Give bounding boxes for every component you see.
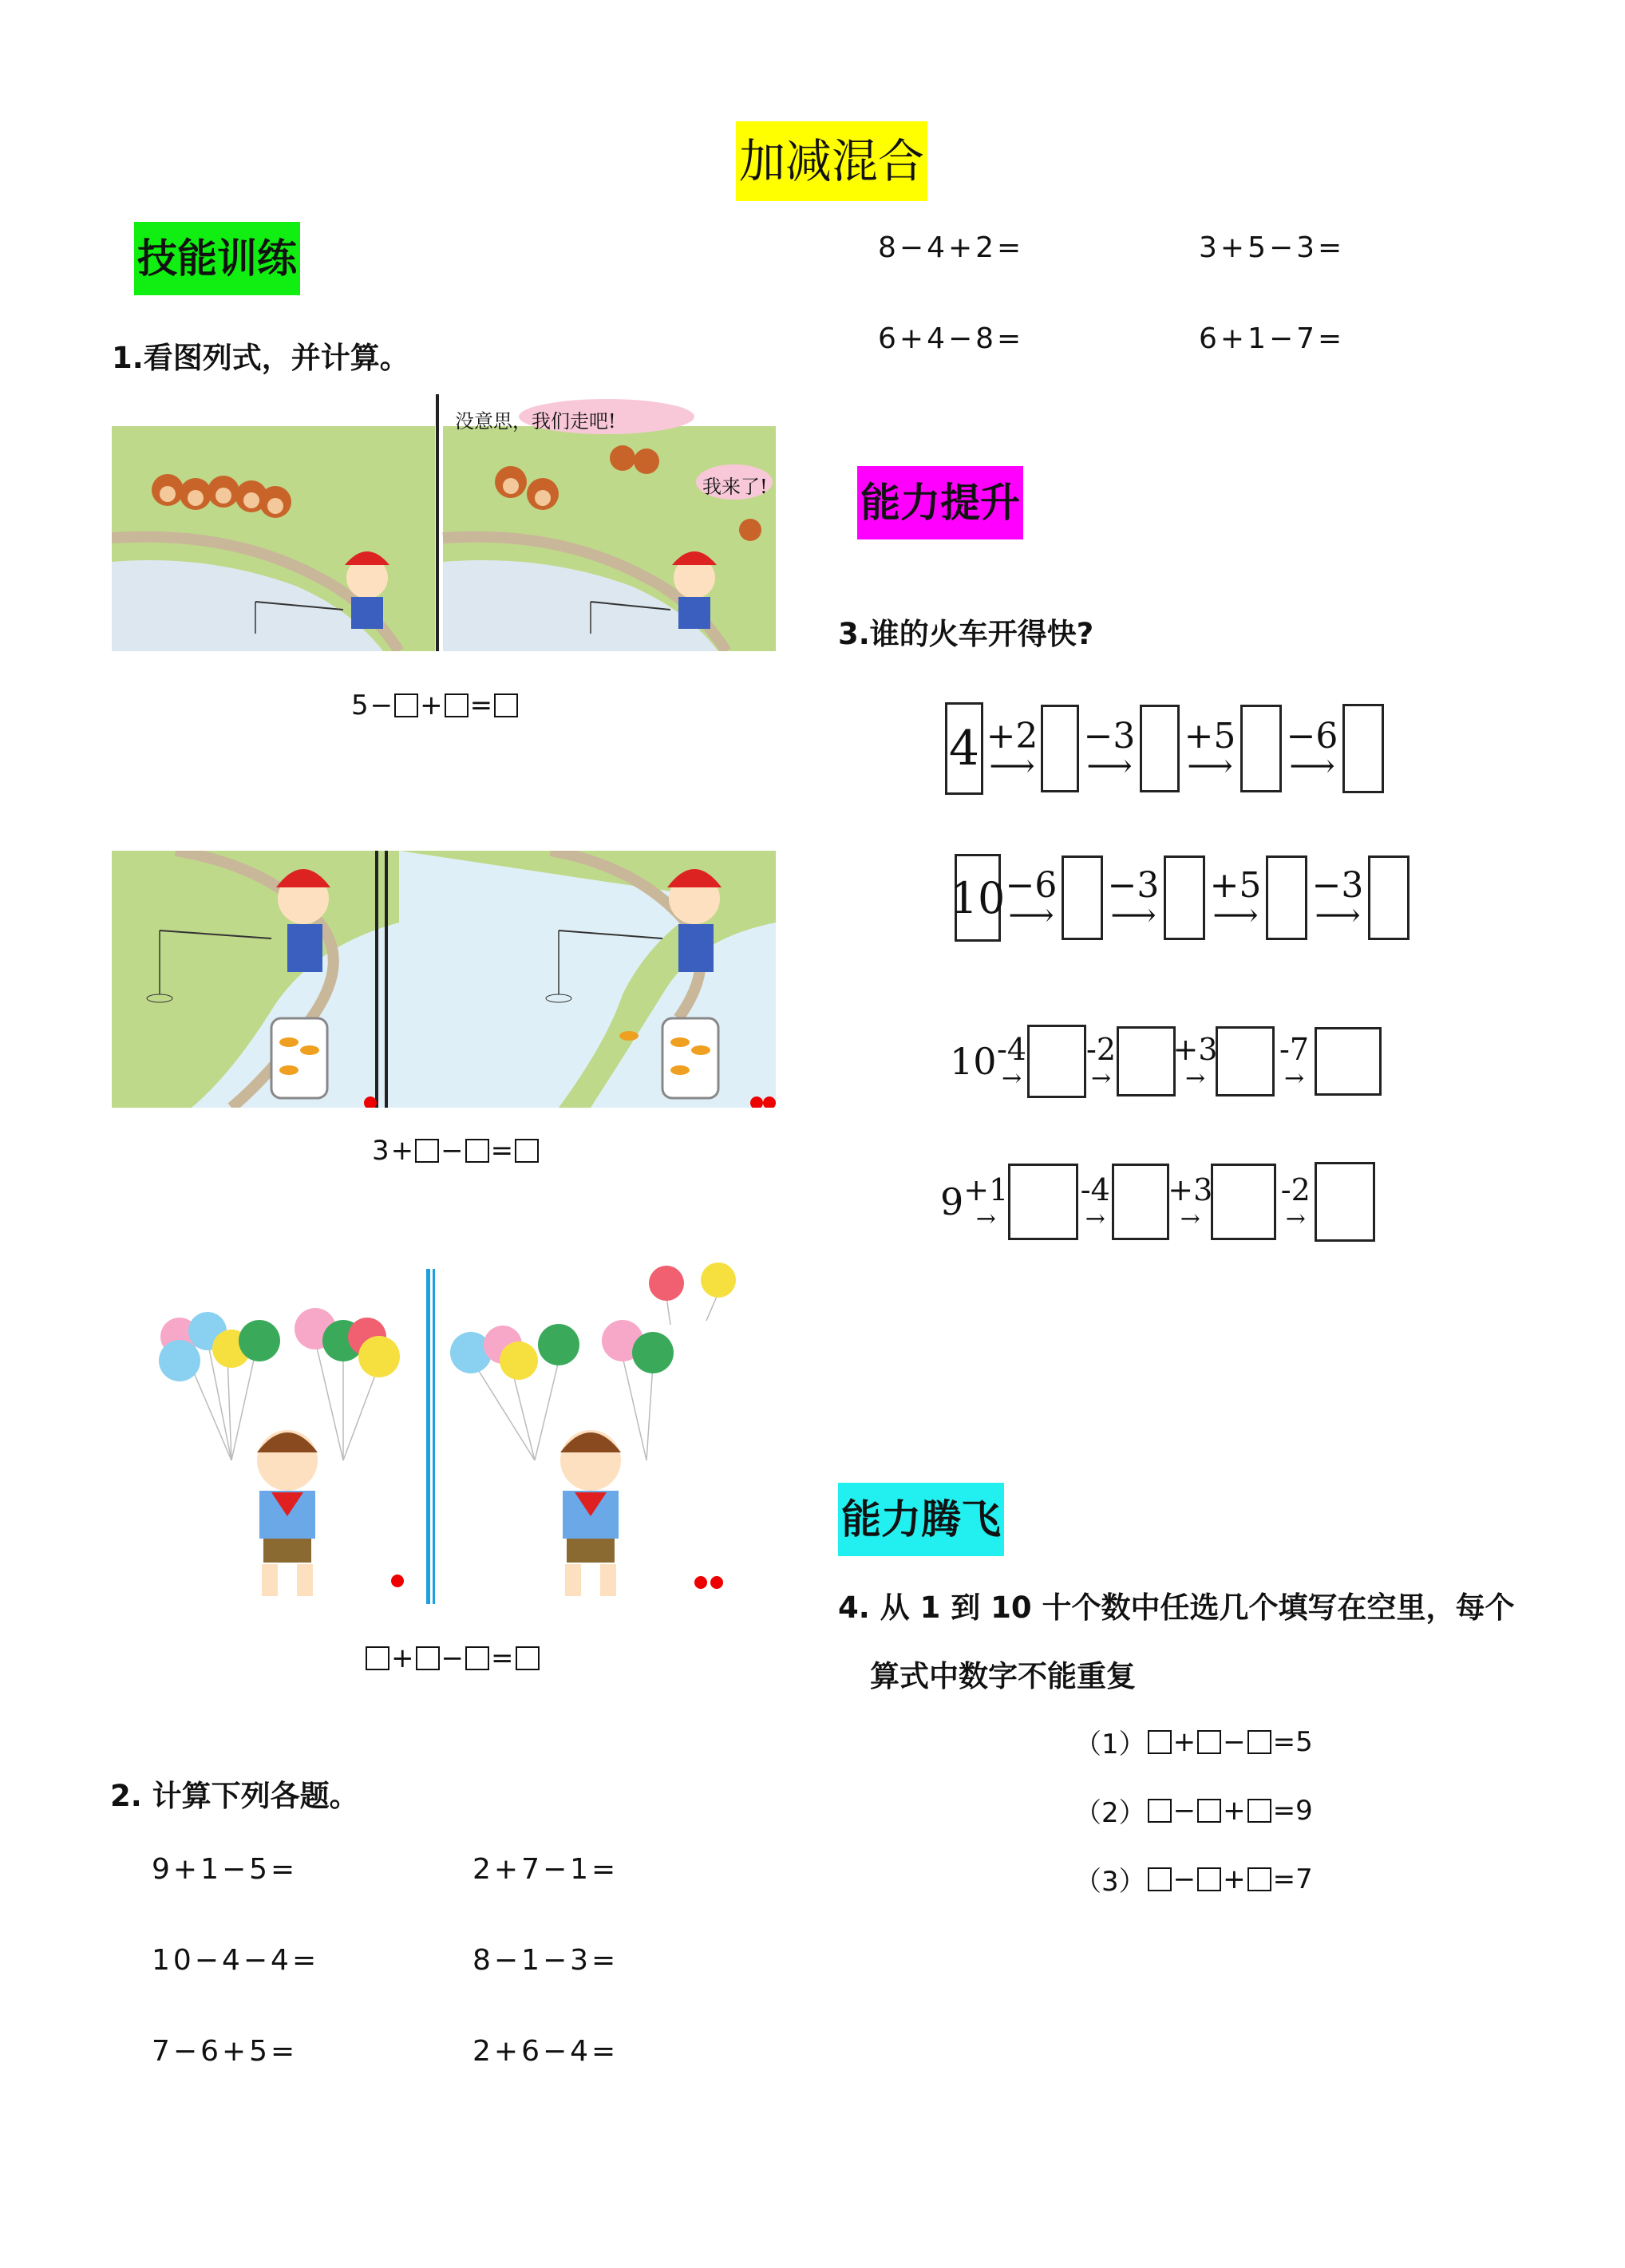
train-answer-box[interactable]: [1240, 705, 1282, 792]
train-answer-box[interactable]: [1211, 1164, 1276, 1240]
answer-box[interactable]: [465, 1139, 489, 1163]
red-dot: [710, 1576, 723, 1589]
red-dot: [364, 1096, 377, 1108]
arrow-icon: →: [975, 1205, 996, 1233]
question-4-label: 4. 从 1 到 10 十个数中任选几个填写在空里，每个: [838, 1590, 1515, 1625]
calc-item: 6+4−8=: [878, 322, 1025, 355]
arrow-icon: ⟶: [1289, 748, 1335, 784]
answer-box[interactable]: [1247, 1867, 1271, 1891]
balloon-boy-illustration: [136, 1261, 758, 1612]
equation-1-start: 5: [351, 689, 369, 721]
section-skill-training: 技能训练: [134, 222, 300, 295]
arrow-icon: ⟶: [1110, 897, 1156, 934]
train-row-4: [940, 1162, 1375, 1242]
train-answer-box[interactable]: [1117, 1026, 1176, 1096]
calc-item: 3+5−3=: [1199, 231, 1346, 264]
arrow-icon: ⟶: [1187, 748, 1233, 784]
equation-1: [351, 689, 518, 721]
arrow-icon: →: [1180, 1205, 1200, 1233]
answer-box[interactable]: [494, 693, 518, 717]
item-number: （1）: [1074, 1729, 1146, 1760]
train-op: -2: [1280, 1172, 1311, 1207]
train-answer-box[interactable]: [1216, 1026, 1275, 1096]
answer-box[interactable]: [465, 1646, 489, 1670]
train-answer-box[interactable]: [1368, 855, 1410, 940]
train-op: −3: [1083, 716, 1136, 757]
train-op: +1: [963, 1172, 1009, 1207]
speech-bubble-leave: 没意思，我们走吧!: [455, 410, 616, 433]
equation-2-start: 3: [372, 1135, 389, 1167]
answer-box[interactable]: [416, 1646, 440, 1670]
equation-operator: −: [1172, 1794, 1196, 1827]
train-row-2: [950, 854, 1410, 942]
question-2-label: 2. 计算下列各题。: [110, 1779, 359, 1813]
train-answer-box[interactable]: [1008, 1164, 1078, 1240]
train-row-3: [950, 1025, 1382, 1098]
train-answer-box[interactable]: [1315, 1027, 1382, 1096]
train-answer-box[interactable]: [1112, 1164, 1169, 1240]
answer-box[interactable]: [1247, 1799, 1271, 1823]
question-4-label-line2: 算式中数字不能重复: [870, 1659, 1136, 1693]
speech-bubble-coming: 我来了!: [702, 476, 768, 498]
calc-item: 7−6+5=: [152, 2035, 299, 2068]
answer-box[interactable]: [415, 1139, 439, 1163]
calc-item: 8−1−3=: [472, 1944, 619, 1977]
train-op: -7: [1279, 1032, 1310, 1067]
train-op: +3: [1168, 1172, 1213, 1207]
answer-box[interactable]: [516, 1646, 540, 1670]
equation-operator: −: [1223, 1725, 1246, 1758]
arrow-icon: →: [1090, 1065, 1112, 1093]
equation-result: =5: [1272, 1725, 1313, 1758]
answer-box[interactable]: [394, 693, 418, 717]
equation-3-op3: =: [491, 1642, 514, 1674]
train-answer-box[interactable]: [1315, 1162, 1375, 1242]
arrow-icon: ⟶: [1315, 897, 1361, 934]
fill-equation-3: [1074, 1859, 1313, 1899]
red-dot: [763, 1096, 776, 1108]
equation-operator: +: [1172, 1725, 1196, 1758]
equation-2-op3: =: [490, 1135, 514, 1167]
equation-1-op3: =: [469, 689, 493, 721]
answer-box[interactable]: [1247, 1730, 1271, 1754]
train-answer-box[interactable]: [1062, 855, 1103, 940]
train-op: -4: [1080, 1172, 1110, 1207]
train-answer-box[interactable]: [1266, 855, 1307, 940]
train-op: -4: [997, 1032, 1027, 1067]
train-op: +2: [986, 716, 1038, 757]
arrow-icon: ⟶: [1212, 897, 1259, 934]
equation-2-op1: +: [390, 1135, 414, 1167]
arrow-icon: ⟶: [1086, 748, 1133, 784]
equation-operator: −: [1172, 1863, 1196, 1895]
arrow-icon: →: [1085, 1205, 1105, 1233]
train-answer-box[interactable]: [1164, 855, 1205, 940]
answer-box[interactable]: [1148, 1730, 1172, 1754]
train-op: −3: [1311, 865, 1364, 906]
question-1-label: 1.看图列式，并计算。: [112, 341, 409, 375]
train-op: -2: [1086, 1032, 1117, 1067]
train-answer-box[interactable]: [1342, 704, 1384, 793]
equation-3: [366, 1642, 540, 1674]
answer-box[interactable]: [366, 1646, 389, 1670]
page-title: 加减混合: [736, 121, 927, 201]
calc-item: 2+7−1=: [472, 1853, 619, 1886]
calc-item: 6+1−7=: [1199, 322, 1346, 355]
train-answer-box[interactable]: [1027, 1025, 1086, 1098]
section-ability-improve: 能力提升: [857, 466, 1023, 539]
fill-equation-1: [1074, 1722, 1313, 1761]
fill-equation-2: [1074, 1791, 1313, 1830]
equation-3-op1: +: [391, 1642, 414, 1674]
train-start-number: 10: [950, 1040, 997, 1083]
answer-box[interactable]: [1197, 1730, 1221, 1754]
item-number: （2）: [1074, 1797, 1146, 1829]
equation-2: [372, 1135, 539, 1167]
section-ability-soar: 能力腾飞: [838, 1483, 1004, 1556]
arrow-icon: ⟶: [1008, 897, 1054, 934]
equation-1-op1: −: [370, 689, 393, 721]
answer-box[interactable]: [445, 693, 469, 717]
answer-box[interactable]: [1148, 1867, 1172, 1891]
train-answer-box[interactable]: [1041, 705, 1079, 792]
train-start-box: 4: [945, 702, 983, 795]
calc-item: 8−4+2=: [878, 231, 1025, 264]
fishing-jar-illustration: [112, 851, 776, 1108]
arrow-icon: →: [1001, 1065, 1022, 1093]
answer-box[interactable]: [1197, 1867, 1221, 1891]
red-dot: [391, 1575, 404, 1587]
red-dot: [750, 1096, 763, 1108]
answer-box[interactable]: [1197, 1799, 1221, 1823]
arrow-icon: →: [1184, 1065, 1206, 1093]
equation-1-op2: +: [420, 689, 443, 721]
calc-item: 9+1−5=: [152, 1853, 299, 1886]
train-answer-box[interactable]: [1140, 705, 1180, 792]
train-op: +5: [1209, 865, 1262, 906]
train-op: −6: [1005, 865, 1058, 906]
arrow-icon: →: [1285, 1205, 1306, 1233]
item-number: （3）: [1074, 1866, 1146, 1898]
equation-result: =7: [1272, 1863, 1313, 1895]
equation-3-op2: −: [441, 1642, 464, 1674]
train-op: −6: [1286, 716, 1338, 757]
train-row-1: [945, 702, 1384, 795]
arrow-icon: →: [1283, 1065, 1305, 1093]
arrow-icon: ⟶: [989, 748, 1035, 784]
train-start-number: 9: [940, 1180, 964, 1223]
monkey-fishing-illustration: [112, 394, 776, 651]
calc-item: 2+6−4=: [472, 2035, 619, 2068]
calc-item: 10−4−4=: [152, 1944, 320, 1977]
train-op: +5: [1184, 716, 1236, 757]
train-start-box: 10: [955, 854, 1001, 942]
red-dot: [694, 1576, 707, 1589]
train-op: −3: [1107, 865, 1160, 906]
answer-box[interactable]: [515, 1139, 539, 1163]
answer-box[interactable]: [1148, 1799, 1172, 1823]
equation-operator: +: [1223, 1794, 1246, 1827]
equation-2-op2: −: [441, 1135, 464, 1167]
train-op: +3: [1172, 1032, 1218, 1067]
equation-operator: +: [1223, 1863, 1246, 1895]
equation-result: =9: [1272, 1794, 1313, 1827]
question-3-label: 3.谁的火车开得快?: [838, 617, 1094, 651]
